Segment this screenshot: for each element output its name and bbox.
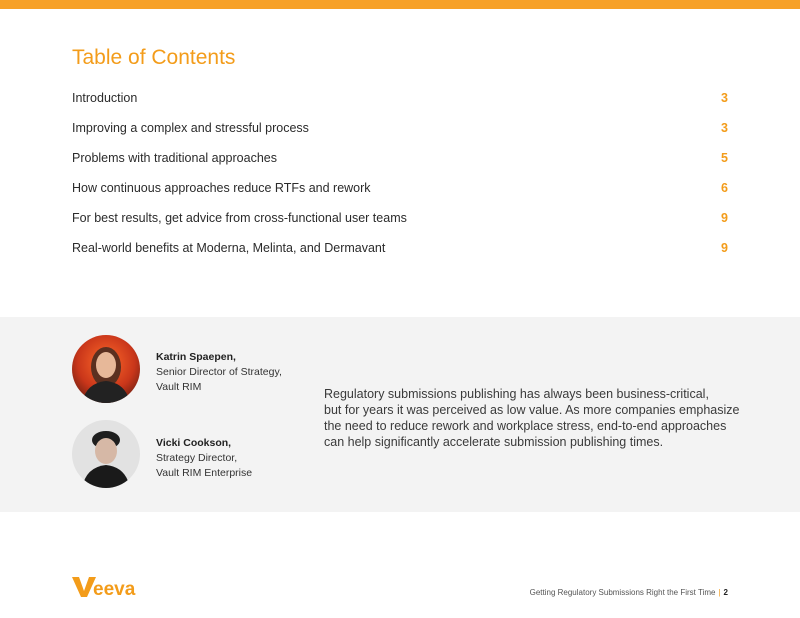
toc-item-page: 3	[721, 91, 728, 105]
intro-paragraph	[324, 386, 744, 450]
author-info-vicki	[156, 436, 252, 481]
toc-item[interactable]	[72, 143, 728, 173]
author-org: Vault RIM	[156, 381, 202, 393]
intro-line: but for years it was perceived as low value. As more companies emphasize	[324, 403, 740, 417]
author-name: Vicki Cookson,	[156, 437, 232, 449]
top-accent-bar	[0, 0, 800, 9]
toc-item-label: Problems with traditional approaches	[72, 151, 277, 165]
author-info-katrin	[156, 350, 282, 395]
portrait-image	[72, 335, 140, 403]
page-footer	[530, 588, 728, 597]
author-photo-vicki	[72, 420, 140, 488]
toc-item-page: 3	[721, 121, 728, 135]
footer-page-number: 2	[723, 588, 728, 597]
toc-item-label: How continuous approaches reduce RTFs and rework	[72, 181, 371, 195]
author-name: Katrin Spaepen,	[156, 351, 236, 363]
toc-item-label: For best results, get advice from cross-functional user teams	[72, 211, 407, 225]
toc-item-label: Real-world benefits at Moderna, Melinta, and Dermavant	[72, 241, 386, 255]
toc-item-label: Improving a complex and stressful process	[72, 121, 309, 135]
toc-item[interactable]	[72, 83, 728, 113]
toc-item-page: 9	[721, 211, 728, 225]
intro-line: Regulatory submissions publishing has always been business-critical,	[324, 387, 709, 401]
author-title: Strategy Director,	[156, 452, 238, 464]
veeva-logo	[72, 576, 146, 598]
svg-text:eeva: eeva	[93, 579, 136, 598]
toc-item[interactable]	[72, 233, 728, 263]
intro-line: the need to reduce rework and workplace stress, end-to-end approaches	[324, 419, 727, 433]
author-org: Vault RIM Enterprise	[156, 467, 253, 479]
toc-item-page: 6	[721, 181, 728, 195]
toc-item[interactable]	[72, 203, 728, 233]
portrait-image	[72, 420, 140, 488]
toc-item-label: Introduction	[72, 91, 138, 105]
intro-line: can help significantly accelerate submission publishing times.	[324, 435, 664, 449]
author-photo-katrin	[72, 335, 140, 403]
toc-item[interactable]	[72, 173, 728, 203]
toc-item-page: 5	[721, 151, 728, 165]
toc-title: Table of Contents	[72, 46, 236, 69]
toc-item[interactable]	[72, 113, 728, 143]
toc-item-page: 9	[721, 241, 728, 255]
toc-list	[72, 83, 728, 263]
footer-title: Getting Regulatory Submissions Right the First Time	[529, 588, 716, 597]
author-title: Senior Director of Strategy,	[156, 366, 282, 378]
footer-separator: |	[718, 588, 721, 597]
